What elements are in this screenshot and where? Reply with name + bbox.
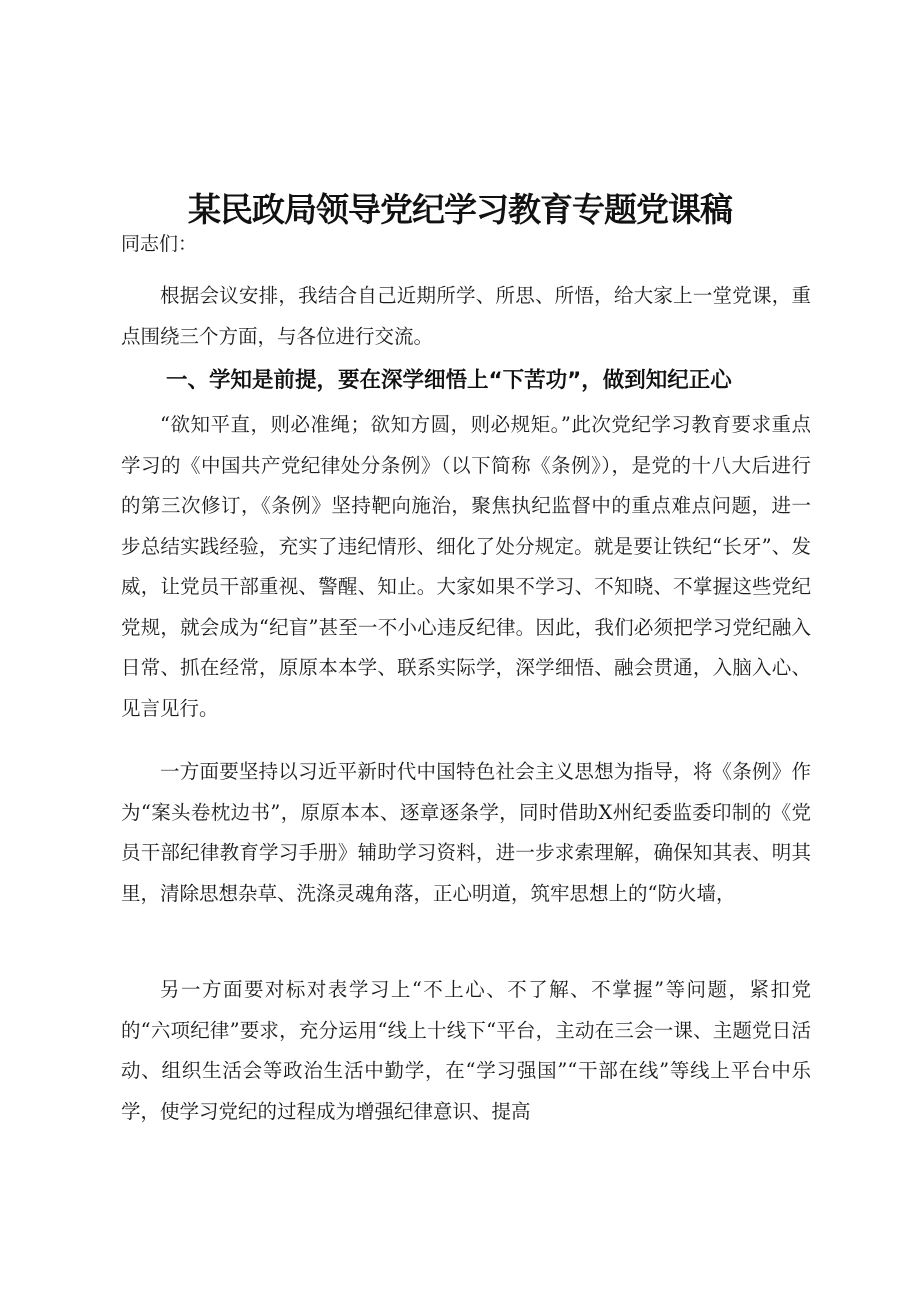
- body-paragraph: 一方面要坚持以习近平新时代中国特色社会主义思想为指导，将《条例》作为“案头卷枕边书”，原原本本、逐章逐条学，同时借助X州纪委监委印制的《党员干部纪律教育学习手册》辅助学习资料，进一步求索理解，确保知其表、明其里，清除思想杂草、洗涤灵魂角落，正心明道，筑牢思想上的“防火墙，: [121, 760, 811, 905]
- salutation: 同志们：: [121, 233, 198, 255]
- intro-paragraph: 根据会议安排，我结合自己近期所学、所思、所悟，给大家上一堂党课，重点围绕三个方面，与各位进行交流。: [121, 284, 811, 348]
- body-paragraph: “欲知平直，则必准绳；欲知方圆，则必规矩。”此次党纪学习教育要求重点学习的《中国共产党纪律处分条例》（以下简称《条例》），是党的十八大后进行的第三次修订，《条例》坚持靶向施治，聚焦执纪监督中的重点难点问题，进一步总结实践经验，充实了违纪情形、细化了处分规定。就是要让铁纪“长牙”、发威，让党员干部重视、警醒、知止。大家如果不学习、不知晓、不掌握这些党纪党规，就会成为“纪盲”甚至一不小心违反纪律。因此，我们必须把学习党纪融入日常、抓在经常，原原本本学、联系实际学，深学细悟、融会贯通，入脑入心、见言见行。: [121, 413, 811, 720]
- document-title: 某民政局领导党纪学习教育专题党课稿: [188, 190, 732, 230]
- section-heading: 一、学知是前提，要在深学细悟上“下苦功”，做到知纪正心: [166, 368, 732, 393]
- body-paragraph: 另一方面要对标对表学习上“不上心、不了解、不掌握”等问题，紧扣党的“六项纪律”要求，充分运用“线上十线下“平台，主动在三会一课、主题党日活动、组织生活会等政治生活中勤学，在“学习强国”“干部在线”等线上平台中乐学，使学习党纪的过程成为增强纪律意识、提高: [121, 978, 811, 1123]
